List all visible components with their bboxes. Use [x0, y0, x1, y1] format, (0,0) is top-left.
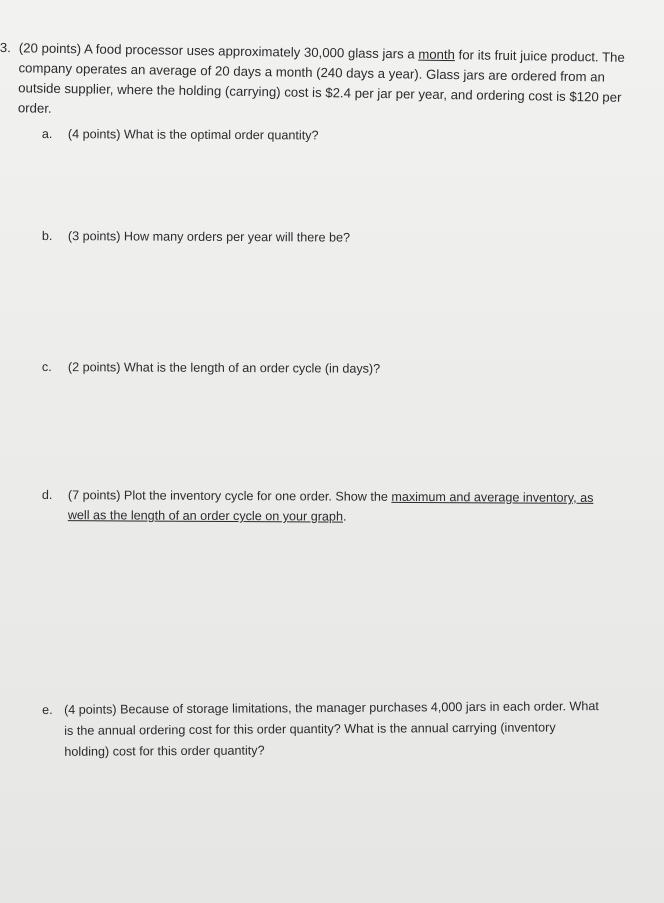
question-d-line-1-underlined: maximum and average inventory, as	[391, 489, 594, 505]
question-d-line-2-end: .	[342, 509, 347, 524]
question-c-letter: c.	[41, 359, 52, 375]
problem-line-1-underlined: month	[418, 46, 456, 63]
question-c	[42, 357, 602, 384]
question-d-letter: d.	[41, 487, 53, 503]
problem-number: 3.	[0, 39, 11, 56]
question-a	[42, 124, 602, 151]
question-e-letter: e.	[42, 702, 53, 717]
question-c-text: (2 points) What is the length of an order cycle (in days)?	[67, 360, 381, 376]
question-e-line-3: holding) cost for this order quantity?	[64, 743, 265, 759]
question-a-text: (4 points) What is the optimal order quantity?	[67, 127, 319, 143]
problem-line-3: outside supplier, where the holding (carrying) cost is $2.4 per jar per year, and ordering cost is $120 per	[18, 80, 622, 105]
question-e-line-2: is the annual ordering cost for this order quantity? What is the annual carrying (inventory	[64, 720, 556, 738]
question-b-text: (3 points) How many orders per year will there be?	[67, 229, 351, 245]
question-d-line-2	[68, 505, 347, 527]
question-d-line-1-plain: (7 points) Plot the inventory cycle for one order. Show the	[67, 488, 392, 504]
question-a-letter: a.	[41, 126, 53, 142]
question-b	[42, 226, 602, 253]
problem-statement	[0, 38, 630, 116]
problem-line-1-b: for its fruit juice product. The	[454, 47, 625, 65]
question-b-letter: b.	[41, 228, 53, 244]
question-d-line-2-underlined: well as the length of an order cycle on your graph	[67, 508, 344, 524]
problem-line-1-a: (20 points) A food processor uses approximately 30,000 glass jars a	[18, 40, 419, 62]
question-e-line-1: (4 points) Because of storage limitations, the manager purchases 4,000 jars in each order. What	[64, 699, 599, 717]
question-d	[42, 485, 632, 534]
problem-line-4: order.	[17, 100, 52, 116]
question-e	[42, 696, 632, 766]
problem-line-2: company operates an average of 20 days a month (240 days a year). Glass jars are ordered from an	[18, 60, 606, 85]
